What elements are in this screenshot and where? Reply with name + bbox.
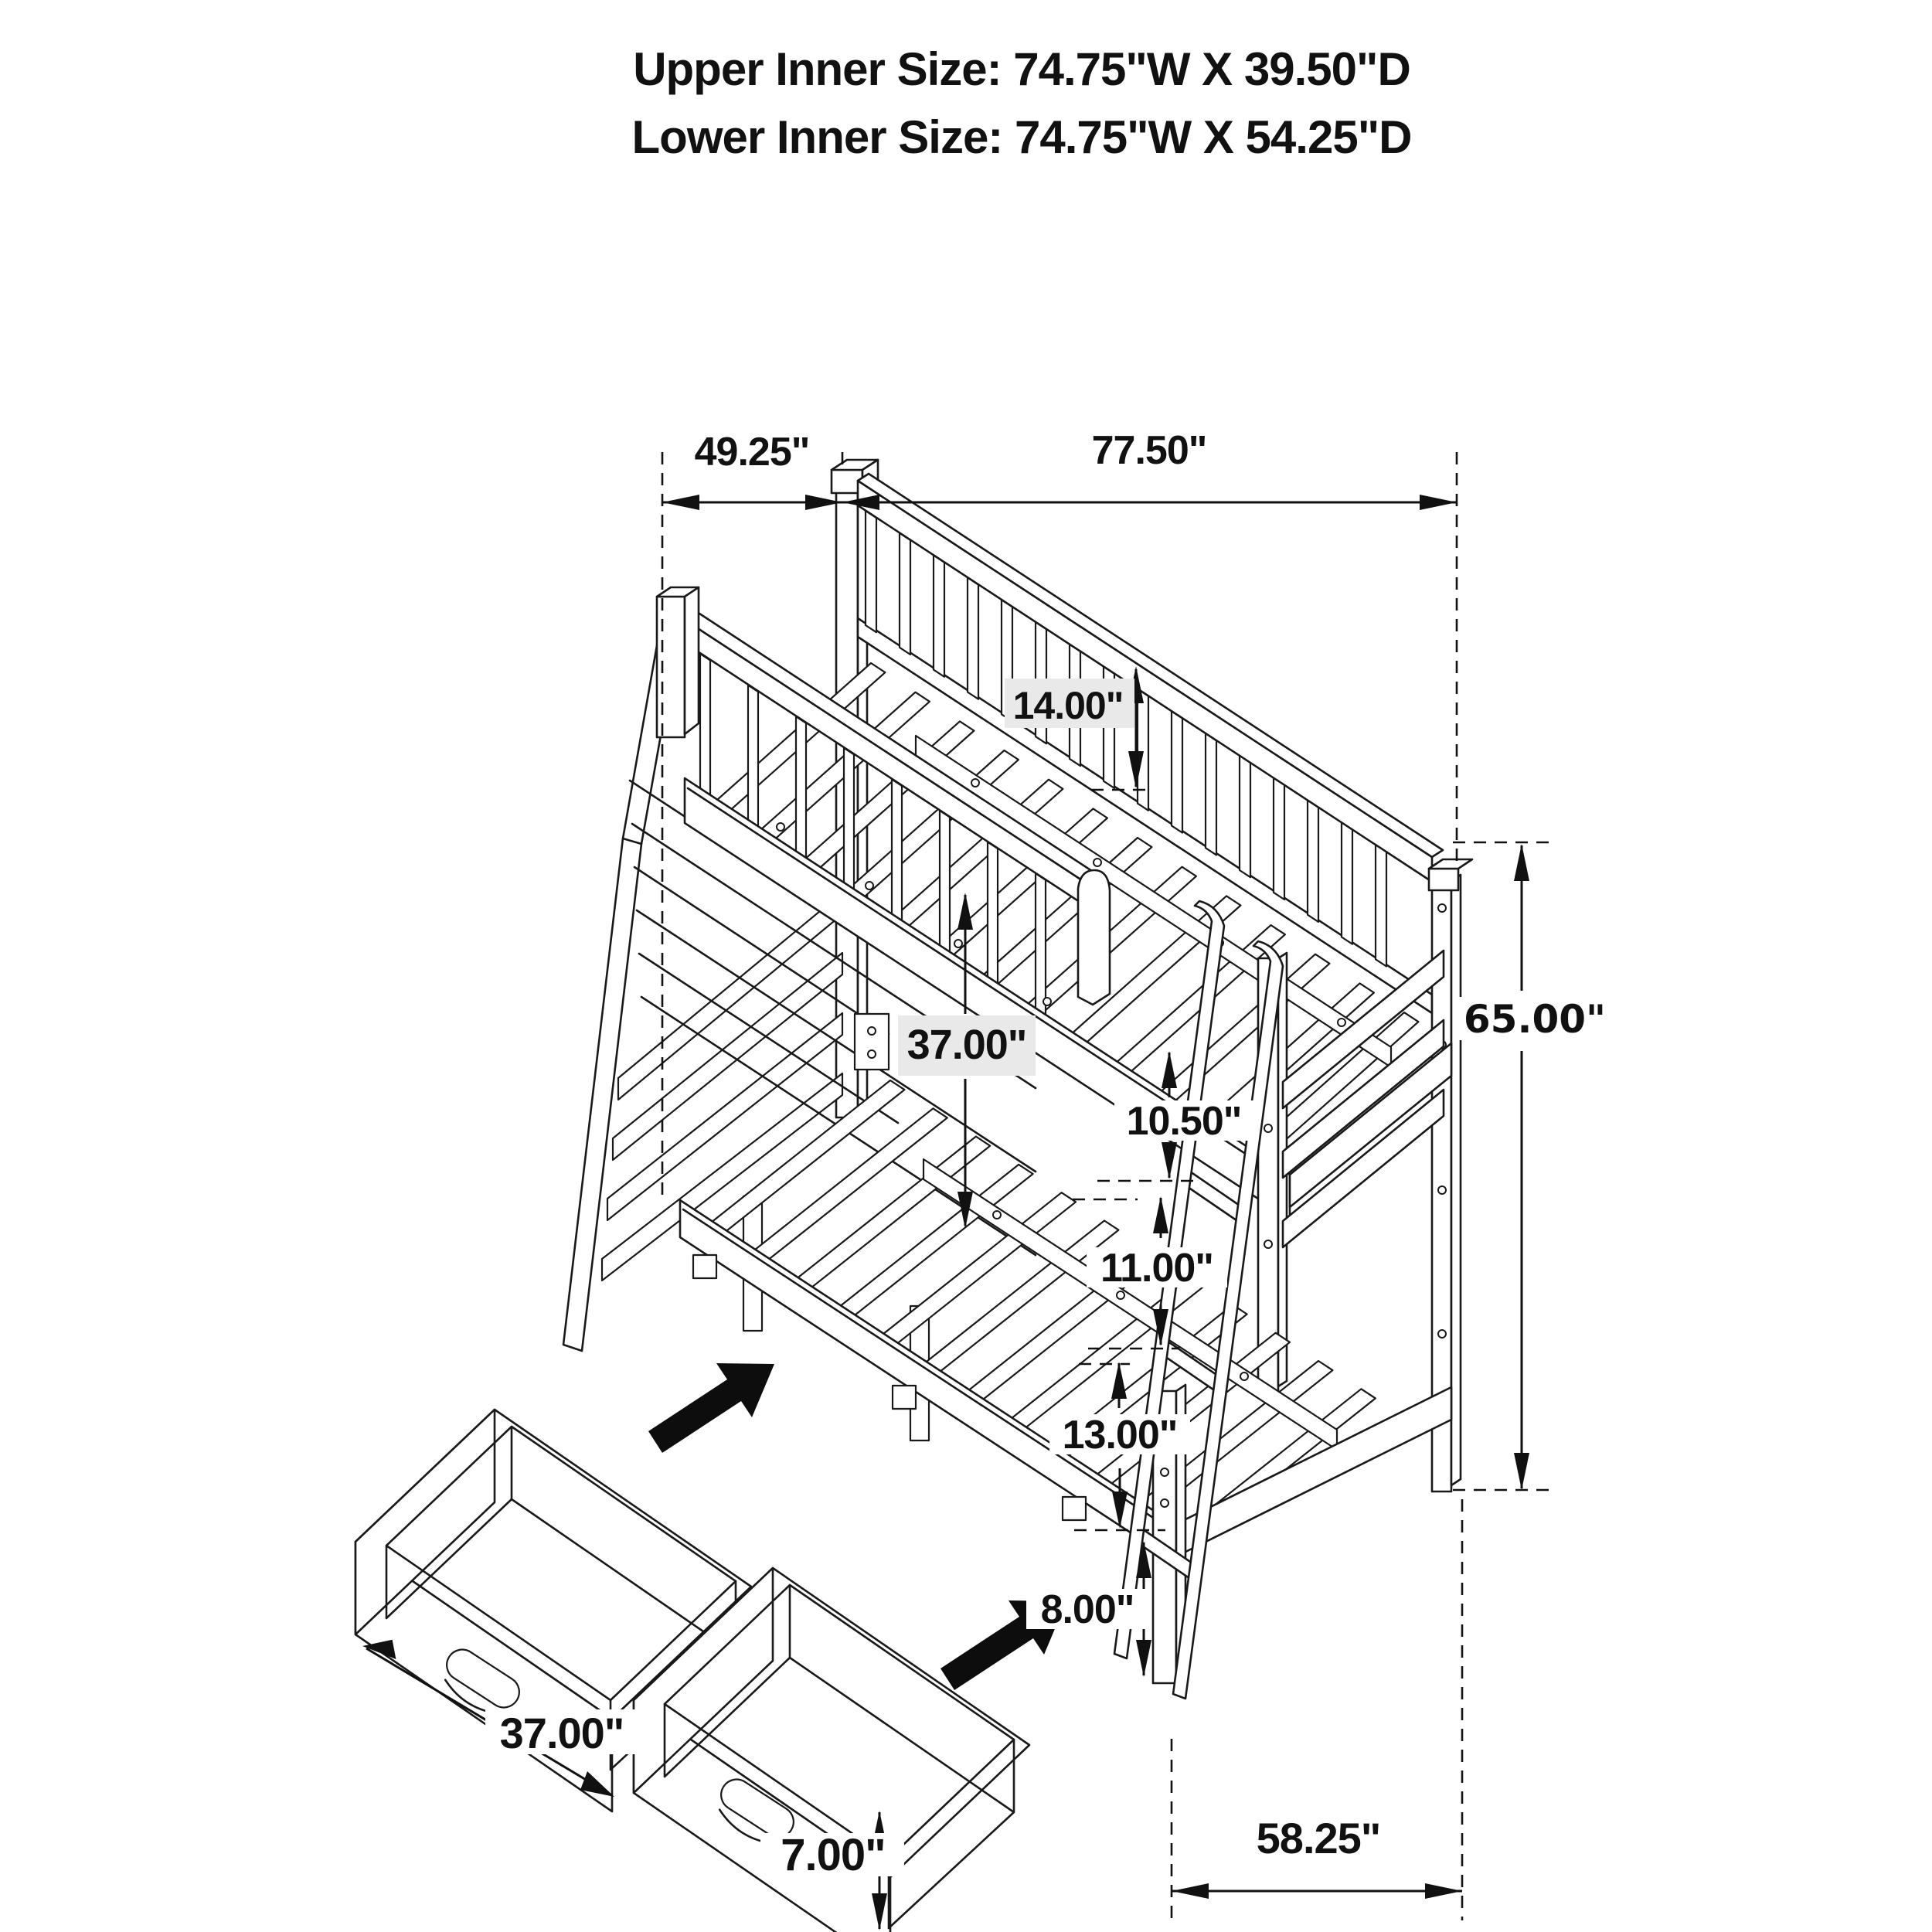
label-overall-height: 65.00" [1463, 997, 1607, 1042]
label-ladder-step-mid: 11.00" [1100, 1246, 1213, 1291]
label-ladder-step-bottom: 13.00" [1062, 1413, 1178, 1458]
label-drawer-width: 37.00" [499, 1709, 624, 1757]
label-top-depth: 49.25" [694, 430, 810, 474]
slide-direction-arrow-1 [648, 1363, 774, 1453]
label-ladder-step-top: 10.50" [1126, 1099, 1242, 1144]
header-lower-size: Lower Inner Size: 74.75"W X 54.25"D [631, 111, 1412, 163]
guard-rail-end-cap [1078, 870, 1110, 1005]
label-bunk-clearance: 37.00" [906, 1022, 1027, 1068]
dimension-top-width [842, 495, 1457, 510]
dimension-top-depth [662, 495, 842, 510]
dimension-side-depth [1172, 1883, 1462, 1899]
header-upper-size: Upper Inner Size: 74.75"W X 39.50"D [633, 43, 1410, 95]
label-drawer-height: 7.00" [781, 1830, 886, 1880]
bunk-bed [563, 460, 1472, 1699]
label-guard-rail-height: 14.00" [1012, 684, 1124, 727]
dimension-overall-height [1514, 844, 1529, 1490]
label-top-width: 77.50" [1091, 428, 1207, 473]
label-under-bed-clearance: 8.00" [1040, 1587, 1134, 1632]
label-side-depth: 58.25" [1256, 1814, 1381, 1862]
